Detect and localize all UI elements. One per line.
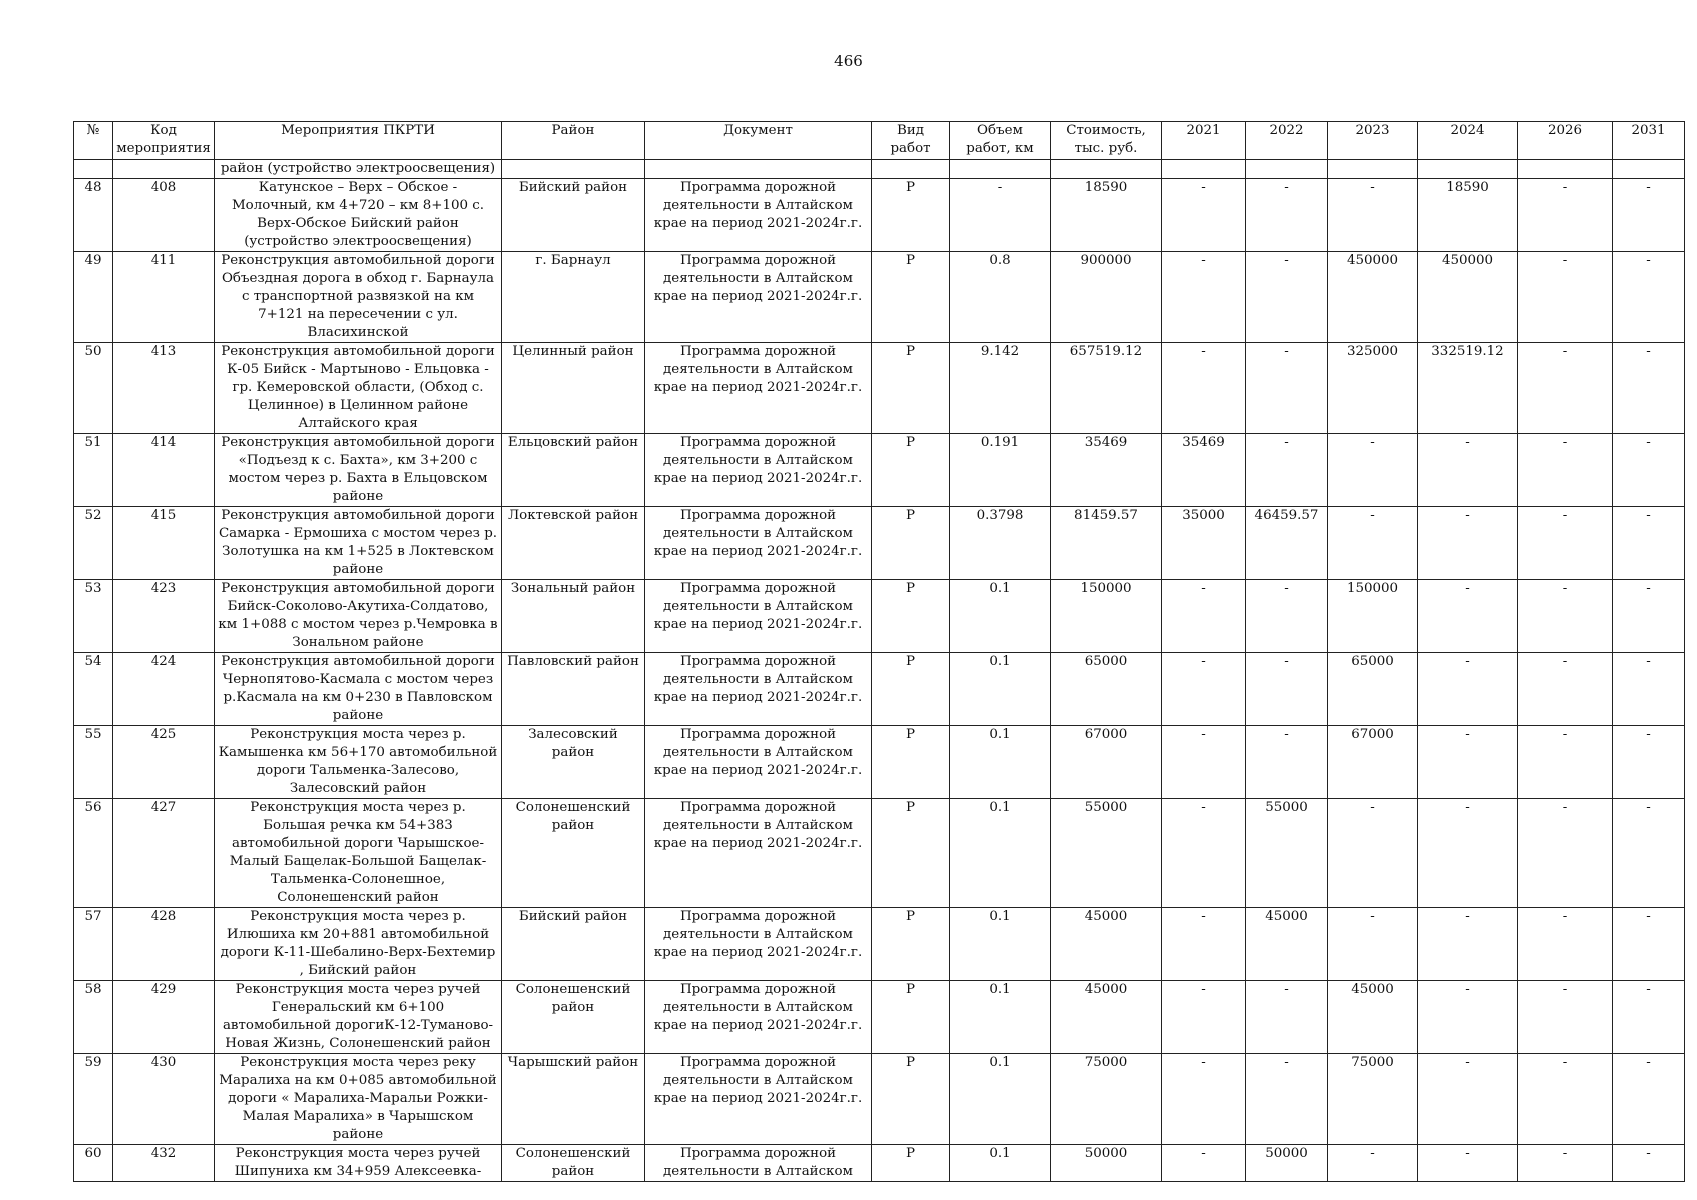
table-cell xyxy=(74,160,113,179)
table-cell-event: Реконструкция автомобильной дороги К-05 Бийск - Мартыново - Ельцовка - гр. Кемеровской области, (Обход с. Целинное) в Целинном районе Алтайского края xyxy=(215,343,502,434)
table-cell-y2023: 450000 xyxy=(1328,252,1418,343)
table-cell-document: Программа дорожной деятельности в Алтайском крае на период 2021-2024г.г. xyxy=(645,434,872,507)
table-cell-y2021: - xyxy=(1162,726,1246,799)
table-row xyxy=(74,908,1685,981)
table-cell-y2026: - xyxy=(1518,179,1613,252)
table-cell-event: Реконструкция автомобильной дороги Чернопятово-Касмала с мостом через р.Касмала на км 0+230 в Павловском районе xyxy=(215,653,502,726)
table-cell-event: Реконструкция моста через реку Маралиха на км 0+085 автомобильной дороги « Маралиха-Маральи Рожки-Малая Маралиха» в Чарышском районе xyxy=(215,1054,502,1145)
table-cell xyxy=(113,160,215,179)
table-cell-y2031: - xyxy=(1613,252,1685,343)
table-cell-y2031: - xyxy=(1613,343,1685,434)
table-cell-type: Р xyxy=(872,1054,950,1145)
table-cell-y2022: - xyxy=(1246,252,1328,343)
table-cell-code: 425 xyxy=(113,726,215,799)
table-cell-y2022: 45000 xyxy=(1246,908,1328,981)
table-cell-event: Реконструкция автомобильной дороги Объездная дорога в обход г. Барнаула с транспортной развязкой на км 7+121 на пересечении с ул. Власихинской xyxy=(215,252,502,343)
table-cell-y2021: - xyxy=(1162,1145,1246,1182)
table-cell-code: 432 xyxy=(113,1145,215,1182)
table-cell-y2026: - xyxy=(1518,799,1613,908)
table-cell-y2022: - xyxy=(1246,726,1328,799)
table-cell-volume: 0.191 xyxy=(950,434,1051,507)
table-cell-y2024: - xyxy=(1418,908,1518,981)
table-cell-district: Локтевской район xyxy=(502,507,645,580)
table-cell-y2026: - xyxy=(1518,252,1613,343)
table-cell-y2022: 50000 xyxy=(1246,1145,1328,1182)
table-cell-y2021: 35000 xyxy=(1162,507,1246,580)
table-cell-y2031: - xyxy=(1613,179,1685,252)
table-cell-document: Программа дорожной деятельности в Алтайском крае на период 2021-2024г.г. xyxy=(645,507,872,580)
table-cell-volume: 0.1 xyxy=(950,1054,1051,1145)
table-cell-cost: 45000 xyxy=(1051,981,1162,1054)
table-cell xyxy=(950,160,1051,179)
table-cell-event: Реконструкция моста через р. Большая речка км 54+383 автомобильной дороги Чарышское-Малый Бащелак-Большой Бащелак-Тальменка-Солонешное, Солонешенский район xyxy=(215,799,502,908)
table-cell-cost: 45000 xyxy=(1051,908,1162,981)
header-cell: 2023 xyxy=(1328,122,1418,160)
table-cell-document: Программа дорожной деятельности в Алтайском крае на период 2021-2024г.г. xyxy=(645,1054,872,1145)
table-cell xyxy=(1051,160,1162,179)
table-cell-y2023: 45000 xyxy=(1328,981,1418,1054)
table-cell xyxy=(502,160,645,179)
table-cell-type: Р xyxy=(872,981,950,1054)
table-cell-y2031: - xyxy=(1613,799,1685,908)
table-cell-y2021: - xyxy=(1162,653,1246,726)
table-cell-y2022: - xyxy=(1246,653,1328,726)
table-cell-y2021: - xyxy=(1162,580,1246,653)
table-cell-y2024: 18590 xyxy=(1418,179,1518,252)
header-cell: Стоимость, тыс. руб. xyxy=(1051,122,1162,160)
table-cell-y2024: 450000 xyxy=(1418,252,1518,343)
table-cell xyxy=(645,160,872,179)
table-cell-district: Солонешенский район xyxy=(502,799,645,908)
table-cell-num: 58 xyxy=(74,981,113,1054)
table-cell-y2023: 325000 xyxy=(1328,343,1418,434)
table-row xyxy=(74,981,1685,1054)
table-row xyxy=(74,1145,1685,1182)
table-cell-y2024: - xyxy=(1418,434,1518,507)
table-cell-cost: 50000 xyxy=(1051,1145,1162,1182)
table-cell-type: Р xyxy=(872,434,950,507)
table-cell-num: 56 xyxy=(74,799,113,908)
table-cell-cost: 657519.12 xyxy=(1051,343,1162,434)
table-cell xyxy=(1246,160,1328,179)
table-cell-volume: 0.1 xyxy=(950,580,1051,653)
table-cell-code: 413 xyxy=(113,343,215,434)
table-cell-district: Ельцовский район xyxy=(502,434,645,507)
table-row xyxy=(74,434,1685,507)
table-cell-volume: 0.1 xyxy=(950,653,1051,726)
table-cell-y2021: - xyxy=(1162,981,1246,1054)
table-cell-document: Программа дорожной деятельности в Алтайском крае на период 2021-2024г.г. xyxy=(645,252,872,343)
table-cell-y2024: - xyxy=(1418,653,1518,726)
table-cell-event: Реконструкция моста через р. Камышенка км 56+170 автомобильной дороги Тальменка-Залесово, Залесовский район xyxy=(215,726,502,799)
table-cell-y2021: 35469 xyxy=(1162,434,1246,507)
table-cell xyxy=(872,160,950,179)
continuation-row xyxy=(74,160,1685,179)
table-cell-type: Р xyxy=(872,653,950,726)
header-cell: 2026 xyxy=(1518,122,1613,160)
table-cell-y2023: - xyxy=(1328,434,1418,507)
table-cell-y2024: 332519.12 xyxy=(1418,343,1518,434)
table-cell-y2023: 75000 xyxy=(1328,1054,1418,1145)
table-cell-y2024: - xyxy=(1418,580,1518,653)
table-cell xyxy=(1328,160,1418,179)
table-cell-y2024: - xyxy=(1418,799,1518,908)
table-cell-y2024: - xyxy=(1418,507,1518,580)
table-cell-y2026: - xyxy=(1518,434,1613,507)
table-cell-document: Программа дорожной деятельности в Алтайском крае на период 2021-2024г.г. xyxy=(645,580,872,653)
table-cell-district: Зональный район xyxy=(502,580,645,653)
table-cell-code: 430 xyxy=(113,1054,215,1145)
table-cell-cost: 65000 xyxy=(1051,653,1162,726)
table-cell-y2022: - xyxy=(1246,981,1328,1054)
header-cell: Район xyxy=(502,122,645,160)
table-cell-volume: 0.1 xyxy=(950,908,1051,981)
table-cell-y2023: - xyxy=(1328,179,1418,252)
table-cell-type: Р xyxy=(872,580,950,653)
table-cell-y2026: - xyxy=(1518,981,1613,1054)
table-cell-cost: 150000 xyxy=(1051,580,1162,653)
table-cell-y2021: - xyxy=(1162,799,1246,908)
table-cell-cost: 900000 xyxy=(1051,252,1162,343)
measures-table xyxy=(73,121,1685,1182)
table-cell-document: Программа дорожной деятельности в Алтайском крае на период 2021-2024г.г. xyxy=(645,981,872,1054)
table-row xyxy=(74,179,1685,252)
table-cell-y2031: - xyxy=(1613,507,1685,580)
table-cell-y2022: 46459.57 xyxy=(1246,507,1328,580)
table-cell-code: 408 xyxy=(113,179,215,252)
table-cell-event: Реконструкция автомобильной дороги «Подъезд к с. Бахта», км 3+200 с мостом через р. Бахта в Ельцовском районе xyxy=(215,434,502,507)
table-cell-cost: 81459.57 xyxy=(1051,507,1162,580)
table-cell-cost: 35469 xyxy=(1051,434,1162,507)
page-number: 466 xyxy=(834,52,863,70)
table-cell-y2031: - xyxy=(1613,981,1685,1054)
table-cell-y2024: - xyxy=(1418,981,1518,1054)
table-cell-y2023: - xyxy=(1328,1145,1418,1182)
table-row xyxy=(74,726,1685,799)
table-cell-code: 411 xyxy=(113,252,215,343)
table-cell-num: 50 xyxy=(74,343,113,434)
table-cell-type: Р xyxy=(872,799,950,908)
header-cell: 2024 xyxy=(1418,122,1518,160)
table-cell-document: Программа дорожной деятельности в Алтайском крае на период 2021-2024г.г. xyxy=(645,726,872,799)
table-row xyxy=(74,252,1685,343)
table-cell-y2022: - xyxy=(1246,580,1328,653)
table-cell-y2022: - xyxy=(1246,1054,1328,1145)
table-cell-y2023: 150000 xyxy=(1328,580,1418,653)
header-cell: 2022 xyxy=(1246,122,1328,160)
table-cell-y2022: - xyxy=(1246,434,1328,507)
table-cell-type: Р xyxy=(872,908,950,981)
table-cell-type: Р xyxy=(872,1145,950,1182)
table-cell-type: Р xyxy=(872,343,950,434)
table-cell-y2023: - xyxy=(1328,507,1418,580)
table-cell-y2026: - xyxy=(1518,653,1613,726)
table-cell-type: Р xyxy=(872,507,950,580)
table-cell-y2026: - xyxy=(1518,908,1613,981)
table-cell-y2023: 67000 xyxy=(1328,726,1418,799)
header-cell: 2031 xyxy=(1613,122,1685,160)
table-cell-num: 54 xyxy=(74,653,113,726)
table-cell-y2023: - xyxy=(1328,908,1418,981)
table-cell-event: Реконструкция автомобильной дороги Самарка - Ермошиха с мостом через р. Золотушка на км 1+525 в Локтевском районе xyxy=(215,507,502,580)
table-cell-y2031: - xyxy=(1613,653,1685,726)
table-cell-district: г. Барнаул xyxy=(502,252,645,343)
table-cell-code: 424 xyxy=(113,653,215,726)
header-cell: Вид работ xyxy=(872,122,950,160)
table-cell-district: Чарышский район xyxy=(502,1054,645,1145)
table-cell-event: Реконструкция моста через ручей Шипуниха км 34+959 Алексеевка- xyxy=(215,1145,502,1182)
table-cell xyxy=(1418,160,1518,179)
table-cell-y2021: - xyxy=(1162,908,1246,981)
table-cell-document: Программа дорожной деятельности в Алтайском крае на период 2021-2024г.г. xyxy=(645,799,872,908)
table-cell-y2022: - xyxy=(1246,343,1328,434)
table-cell-y2023: 65000 xyxy=(1328,653,1418,726)
table-cell xyxy=(1518,160,1613,179)
table-cell-district: Бийский район xyxy=(502,179,645,252)
table-cell-y2031: - xyxy=(1613,434,1685,507)
table-cell-event: Катунское – Верх – Обское - Молочный, км 4+720 – км 8+100 с. Верх-Обское Бийский район (устройство электроосвещения) xyxy=(215,179,502,252)
table-cell xyxy=(1613,160,1685,179)
table-row xyxy=(74,507,1685,580)
table-cell-y2031: - xyxy=(1613,908,1685,981)
table-cell-document: Программа дорожной деятельности в Алтайском крае на период 2021-2024г.г. xyxy=(645,653,872,726)
table-cell-volume: 0.1 xyxy=(950,799,1051,908)
table-cell-code: 414 xyxy=(113,434,215,507)
table-cell-event: Реконструкция моста через р. Илюшиха км 20+881 автомобильной дороги К-11-Шебалино-Верх-Бехтемир , Бийский район xyxy=(215,908,502,981)
table-cell-y2031: - xyxy=(1613,726,1685,799)
header-row xyxy=(74,122,1685,160)
table-cell-code: 423 xyxy=(113,580,215,653)
table-row xyxy=(74,653,1685,726)
table-cell: район (устройство электроосвещения) xyxy=(215,160,502,179)
table-row xyxy=(74,343,1685,434)
table-cell-y2021: - xyxy=(1162,343,1246,434)
table-cell-y2021: - xyxy=(1162,252,1246,343)
header-cell: № xyxy=(74,122,113,160)
table-cell-y2023: - xyxy=(1328,799,1418,908)
table-cell-y2022: 55000 xyxy=(1246,799,1328,908)
table-cell-cost: 18590 xyxy=(1051,179,1162,252)
table-cell-y2022: - xyxy=(1246,179,1328,252)
table-cell-y2031: - xyxy=(1613,1054,1685,1145)
table-cell-num: 48 xyxy=(74,179,113,252)
table-cell-num: 55 xyxy=(74,726,113,799)
table-cell-num: 59 xyxy=(74,1054,113,1145)
table-cell-volume: 0.8 xyxy=(950,252,1051,343)
table-cell-district: Павловский район xyxy=(502,653,645,726)
table-cell-code: 427 xyxy=(113,799,215,908)
table-cell-district: Целинный район xyxy=(502,343,645,434)
table-cell-num: 60 xyxy=(74,1145,113,1182)
table-cell-y2021: - xyxy=(1162,179,1246,252)
table-cell-type: Р xyxy=(872,252,950,343)
table-cell-document: Программа дорожной деятельности в Алтайском крае на период 2021-2024г.г. xyxy=(645,343,872,434)
header-cell: 2021 xyxy=(1162,122,1246,160)
header-cell: Объем работ, км xyxy=(950,122,1051,160)
table-cell-district: Солонешенский район xyxy=(502,981,645,1054)
header-cell: Мероприятия ПКРТИ xyxy=(215,122,502,160)
table-row xyxy=(74,1054,1685,1145)
table-cell-volume: 9.142 xyxy=(950,343,1051,434)
table-cell-document: Программа дорожной деятельности в Алтайском xyxy=(645,1145,872,1182)
table-cell-num: 57 xyxy=(74,908,113,981)
table-cell xyxy=(1162,160,1246,179)
table-cell-cost: 75000 xyxy=(1051,1054,1162,1145)
table-cell-volume: 0.1 xyxy=(950,726,1051,799)
table-cell-type: Р xyxy=(872,726,950,799)
table-cell-y2026: - xyxy=(1518,1054,1613,1145)
table-cell-y2024: - xyxy=(1418,1054,1518,1145)
table-cell-type: Р xyxy=(872,179,950,252)
table-cell-code: 428 xyxy=(113,908,215,981)
table-cell-district: Залесовский район xyxy=(502,726,645,799)
table-cell-code: 415 xyxy=(113,507,215,580)
table-row xyxy=(74,580,1685,653)
table-cell-cost: 67000 xyxy=(1051,726,1162,799)
table-cell-y2021: - xyxy=(1162,1054,1246,1145)
table-cell-document: Программа дорожной деятельности в Алтайском крае на период 2021-2024г.г. xyxy=(645,908,872,981)
table-cell-code: 429 xyxy=(113,981,215,1054)
table-cell-y2031: - xyxy=(1613,580,1685,653)
table-cell-num: 49 xyxy=(74,252,113,343)
table-cell-document: Программа дорожной деятельности в Алтайском крае на период 2021-2024г.г. xyxy=(645,179,872,252)
table-row xyxy=(74,799,1685,908)
table-cell-event: Реконструкция автомобильной дороги Бийск-Соколово-Акутиха-Солдатово, км 1+088 с мостом через р.Чемровка в Зональном районе xyxy=(215,580,502,653)
table-cell-y2026: - xyxy=(1518,343,1613,434)
table-cell-y2026: - xyxy=(1518,726,1613,799)
table-cell-y2026: - xyxy=(1518,1145,1613,1182)
table-cell-volume: 0.3798 xyxy=(950,507,1051,580)
table-cell-volume: 0.1 xyxy=(950,981,1051,1054)
table-cell-y2024: - xyxy=(1418,1145,1518,1182)
header-cell: Документ xyxy=(645,122,872,160)
table-cell-y2026: - xyxy=(1518,580,1613,653)
table-cell-volume: - xyxy=(950,179,1051,252)
table-cell-y2026: - xyxy=(1518,507,1613,580)
table-cell-num: 52 xyxy=(74,507,113,580)
table-cell-district: Солонешенский район xyxy=(502,1145,645,1182)
table-cell-y2031: - xyxy=(1613,1145,1685,1182)
table-cell-volume: 0.1 xyxy=(950,1145,1051,1182)
table-cell-district: Бийский район xyxy=(502,908,645,981)
table-cell-num: 51 xyxy=(74,434,113,507)
header-cell: Код мероприятия xyxy=(113,122,215,160)
table-cell-num: 53 xyxy=(74,580,113,653)
table-cell-cost: 55000 xyxy=(1051,799,1162,908)
table-cell-y2024: - xyxy=(1418,726,1518,799)
table-cell-event: Реконструкция моста через ручей Генеральский км 6+100 автомобильной дорогиК-12-Туманово-Новая Жизнь, Солонешенский район xyxy=(215,981,502,1054)
